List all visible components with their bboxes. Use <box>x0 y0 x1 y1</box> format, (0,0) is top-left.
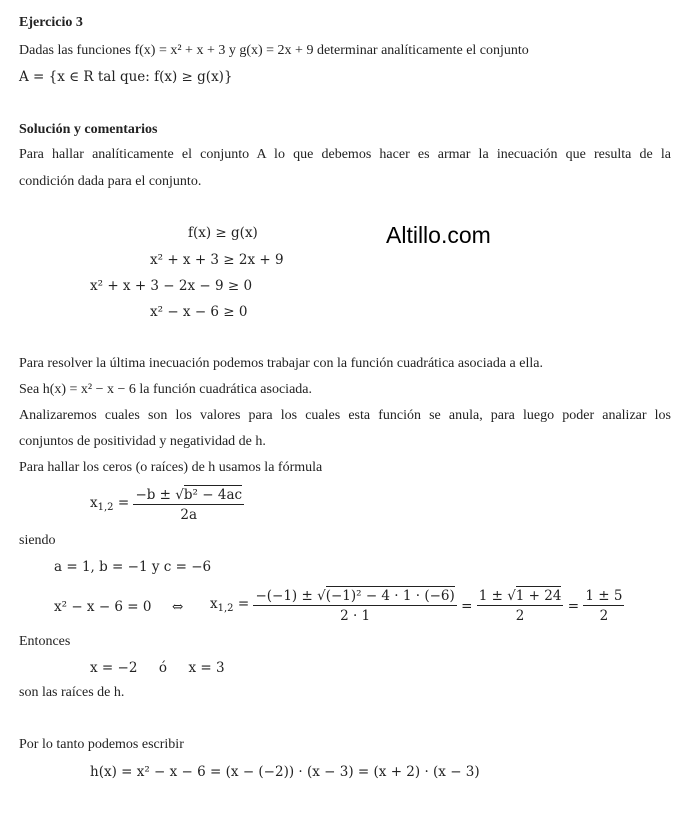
step-2: x² + x + 3 ≥ 2x + 9 <box>150 252 284 268</box>
conclusion-text: Por lo tanto podemos escribir <box>19 737 184 752</box>
formula-radicand: b² − 4ac <box>183 487 243 503</box>
step-1: f(x) ≥ g(x) <box>188 225 258 241</box>
intro-line-2: condición dada para el conjunto. <box>19 174 202 189</box>
calc-fraction-1: $\frac{\text{−(−1) ± √(−1)² − 4 · 1 · (−6)}}{2 \cdot 1}$ <box>255 588 455 624</box>
statement-line-1: Dadas las funciones f(x) = x² + x + 3 y g(x) = 2x + 9 determinar analíticamente el conjunto <box>19 43 529 58</box>
formula-numerator-pre: −b ± <box>135 487 176 503</box>
watermark-logo: Altillo.com <box>386 222 491 248</box>
calc-f3-num: 1 ± 5 <box>585 588 623 604</box>
solution-heading: Solución y comentarios <box>19 122 158 137</box>
roots-values: x = −2 ó x = 3 <box>90 660 225 676</box>
formula-lhs-sub: 1,2 <box>97 502 114 513</box>
siendo-label: siendo <box>19 533 56 548</box>
paragraph-3-line-1: Analizaremos cuales son los valores para los cuales esta función se anula, para luego poder analizar los <box>19 408 671 423</box>
step-4: x² − x − 6 ≥ 0 <box>150 304 248 320</box>
entonces-label: Entonces <box>19 634 71 649</box>
calc-f1-radicand: (−1)² − 4 · 1 · (−6) <box>325 588 455 604</box>
paragraph-4: Para hallar los ceros (o raíces) de h usamos la fórmula <box>19 460 323 475</box>
calc-fraction-3 <box>583 587 624 626</box>
paragraph-1: Para resolver la última inecuación podemos trabajar con la función cuadrática asociada a ella. <box>19 356 543 371</box>
calc-f3-den: 2 <box>599 608 609 624</box>
calc-lhs-sub: 1,2 <box>217 603 234 614</box>
exercise-title: Ejercicio 3 <box>19 15 83 30</box>
calc-lhs: x <box>210 596 218 612</box>
calc-f1-den: 2 · 1 <box>340 608 371 624</box>
roots-calculation <box>210 587 624 626</box>
step-3: x² + x + 3 − 2x − 9 ≥ 0 <box>90 278 253 294</box>
iff-arrow: ⇔ <box>172 599 184 615</box>
formula-fraction: $\frac{\text{−b ± √b² − 4ac}}{2a}$ <box>135 487 243 523</box>
formula-eq: = <box>117 495 130 511</box>
paragraph-2: Sea h(x) = x² − x − 6 la función cuadrática asociada. <box>19 382 312 397</box>
roots-text: son las raíces de h. <box>19 685 125 700</box>
calc-eq-3: = <box>567 598 580 615</box>
calc-f2-radicand: 1 + 24 <box>515 588 562 604</box>
calc-fraction-2: $\frac{1 \pm √1 + 24}{2}$ <box>478 588 562 624</box>
equation-zero: x² − x − 6 = 0 <box>54 599 152 615</box>
calc-eq-2: = <box>461 598 473 615</box>
formula-denominator: 2a <box>180 507 198 523</box>
calc-f2-den: 2 <box>515 608 525 624</box>
quadratic-formula <box>90 486 244 525</box>
statement-line-2: A = {x ∈ R tal que: f(x) ≥ g(x)} <box>19 69 233 85</box>
formula-lhs: x <box>90 495 98 511</box>
factored-form: h(x) = x² − x − 6 = (x − (−2)) · (x − 3) = (x + 2) · (x − 3) <box>90 764 480 780</box>
calc-f2-num-pre: 1 ± <box>478 588 508 604</box>
intro-line-1: Para hallar analíticamente el conjunto A lo que debemos hacer es armar la inecuación que resulta de la <box>19 147 671 162</box>
coefficients: a = 1, b = −1 y c = −6 <box>54 559 212 575</box>
calc-f1-num-pre: −(−1) ± <box>255 588 318 604</box>
calc-eq-1: = <box>237 596 250 612</box>
paragraph-3-line-2: conjuntos de positividad y negatividad de h. <box>19 434 266 449</box>
